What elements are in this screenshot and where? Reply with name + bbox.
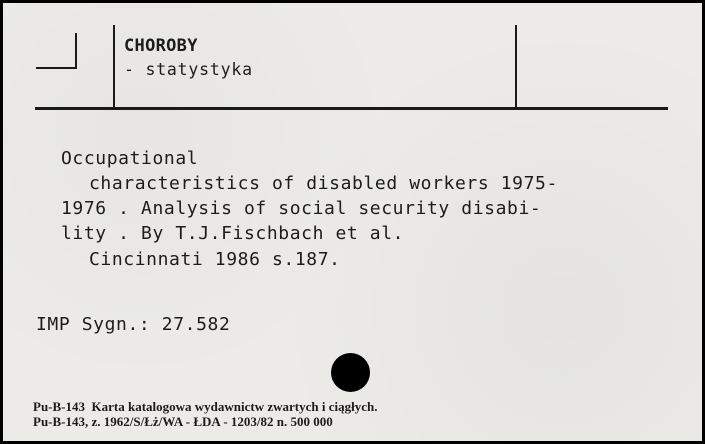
printer-imprint-line-2: Pu-B-143, z. 1962/S/Łż/WA - ŁDA - 1203/82 n. 500 000 [33, 414, 333, 429]
header-left-rule [113, 25, 115, 109]
header-right-rule [515, 25, 517, 109]
entry-line: 1976 . Analysis of social security disabi- [61, 198, 542, 219]
left-tab-horizontal-rule [36, 67, 77, 69]
entry-line: lity . By T.J.Fischbach et al. [61, 223, 405, 244]
header-bottom-rule [35, 107, 668, 110]
printer-imprint-line-1: Pu-B-143 Karta katalogowa wydawnictw zwartych i ciągłych. [33, 399, 378, 414]
punch-hole [331, 353, 370, 392]
subject-subdivision: - statystyka [124, 60, 253, 79]
catalog-card [3, 3, 702, 441]
entry-line: Occupational [61, 148, 199, 169]
subject-heading: CHOROBY [124, 36, 198, 56]
call-number: IMP Sygn.: 27.582 [36, 314, 231, 335]
entry-line: characteristics of disabled workers 1975- [89, 173, 558, 194]
left-tab-vertical-rule [75, 33, 77, 69]
entry-line: Cincinnati 1986 s.187. [89, 249, 341, 270]
